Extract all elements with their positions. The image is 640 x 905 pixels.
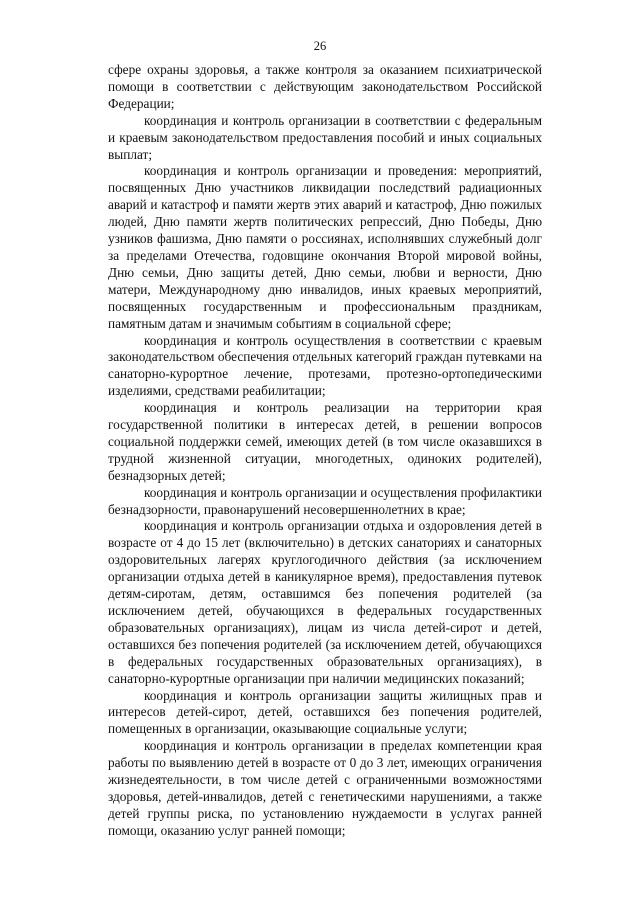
paragraph-delinquency-prevention: координация и контроль организации и осуществления профилактики безнадзорности, правонарушений несовершеннолетних в крае; xyxy=(108,484,542,517)
paragraph-continuation: сфере охраны здоровья, а также контроля за оказанием психиатрической помощи в соответствии с действующим законодательством Российской Федерации; xyxy=(108,62,542,111)
paragraph-sanatorium-vouchers: координация и контроль осуществления в соответствии с краевым законодательством обеспечения отдельных категорий граждан путевками на санаторно-курортное лечение, протезами, протезно-ортопедическими изделиями, средствами реабилитации; xyxy=(108,332,542,399)
paragraph-child-policy: координация и контроль реализации на территории края государственной политики в интересах детей, в решении вопросов социальной поддержки семей, имеющих детей (в том числе оказавшихся в трудной жизненной ситуации, многодетных, одиноких родителей), безнадзорных детей; xyxy=(108,400,542,483)
paragraph-benefits-payments: координация и контроль организации в соответствии с федеральным и краевым законодательством предоставления пособий и иных социальных выплат; xyxy=(108,112,542,162)
paragraph-early-help: координация и контроль организации в пределах компетенции края работы по выявлению детей в возрасте от 0 до 3 лет, имеющих ограничения жизнедеятельности, в том числе детей с ограниченными возможностями здоровья, детей-инвалидов, детей с генетическими нарушениями, а также детей группы риска, по установлению нуждаемости в услугах ранней помощи, оказанию услуг ранней помощи; xyxy=(108,738,542,838)
page-number: 26 xyxy=(313,39,327,53)
paragraph-child-recreation: координация и контроль организации отдыха и оздоровления детей в возрасте от 4 до 15 лет (включительно) в детских санаториях и санаторных оздоровительных лагерях круглогодичного действия (за исключением организации отдыха детей в каникулярное время), предоставления путевок детям-сиротам, детям, оставшимся без попечения родителей (за исключением детей, обучающихся в федеральных государственных образовательных организациях), лицам из числа детей-сирот и детей, оставшихся без попечения родителей (за исключением детей, обучающихся в федеральных государственных образовательных организациях), в санаторно-курортные организации при наличии медицинских показаний; xyxy=(108,518,542,686)
paragraph-housing-rights: координация и контроль организации защиты жилищных прав и интересов детей-сирот, детей, оставшихся без попечения родителей, помещенных в организации, оказывающие социальные услуги; xyxy=(108,687,542,737)
document-body xyxy=(108,62,542,840)
paragraph-events: координация и контроль организации и проведения: мероприятий, посвященных Дню участников ликвидации последствий радиационных аварий и катастроф и памяти жертв этих аварий и катастроф, Дню пожилых людей, Дню памяти жертв политических репрессий, Дню Победы, Дню узников фашизма, Дню памяти о россиянах, исполнявших служебный долг за пределами Отечества, годовщине окончания Второй мировой войны, Дню семьи, Дню защиты детей, Дню семьи, любви и верности, Дню матери, Международному дню инвалидов, иных краевых мероприятий, посвященных государственным и профессиональным праздникам, памятным датам и значимым событиям в социальной сфере; xyxy=(108,163,542,331)
